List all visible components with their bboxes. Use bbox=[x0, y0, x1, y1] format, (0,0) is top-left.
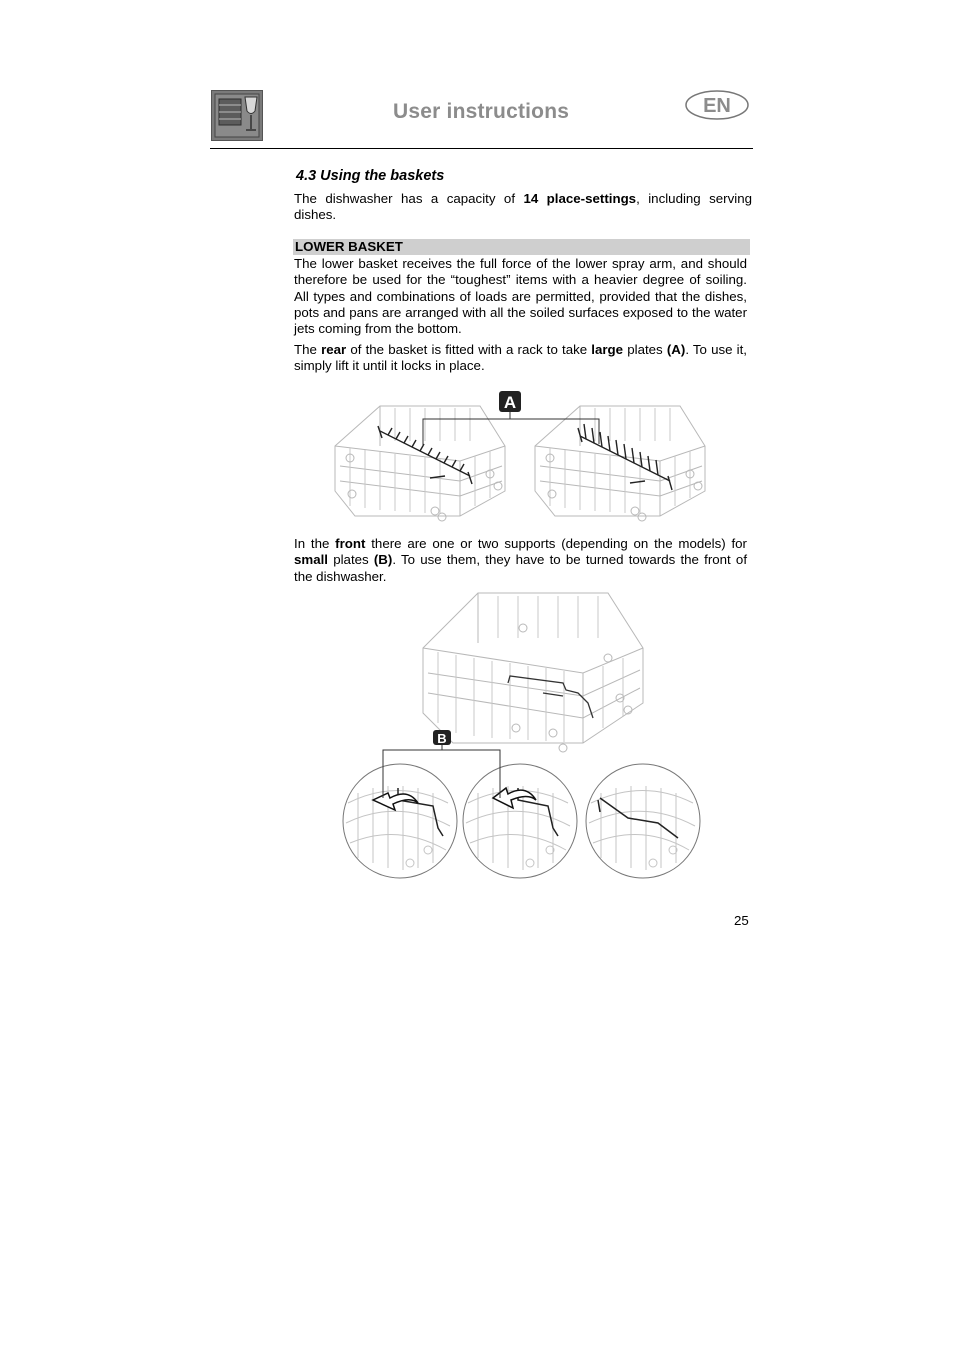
figure-rear-rack bbox=[330, 386, 716, 528]
header-divider bbox=[210, 148, 753, 149]
figure-b-label: B bbox=[437, 731, 447, 746]
figure-front-supports bbox=[338, 588, 708, 884]
intro-paragraph: The dishwasher has a capacity of 14 place-settings, including serving dishes. bbox=[294, 191, 752, 223]
page-title: User instructions bbox=[393, 100, 570, 123]
language-badge bbox=[684, 88, 752, 127]
section-heading: 4.3 Using the baskets bbox=[296, 168, 445, 184]
page-number: 25 bbox=[734, 913, 749, 928]
figure-a-label: A bbox=[503, 393, 517, 412]
language-badge-text: EN bbox=[703, 95, 731, 117]
capacity-value: 14 place-settings bbox=[523, 191, 637, 206]
dishwasher-logo-icon bbox=[211, 90, 263, 141]
lower-basket-heading: LOWER BASKET bbox=[293, 239, 750, 255]
lower-basket-paragraph: The lower basket receives the full force of the lower spray arm, and should therefore be used for the “toughest” items with a heavier degree of soiling. All types and combinations of loads are permitted, provided that the dishes, pots and pans are arranged with all the soiled surfaces exposed to the water jets coming from the bottom. bbox=[294, 256, 747, 337]
rear-rack-paragraph: The rear of the basket is fitted with a rack to take large plates (A). To use it, simply lift it until it locks in place. bbox=[294, 342, 748, 374]
front-supports-paragraph: In the front there are one or two supports (depending on the models) for small plates (B). To use them, they have to be turned towards the front of the dishwasher. bbox=[294, 536, 748, 584]
